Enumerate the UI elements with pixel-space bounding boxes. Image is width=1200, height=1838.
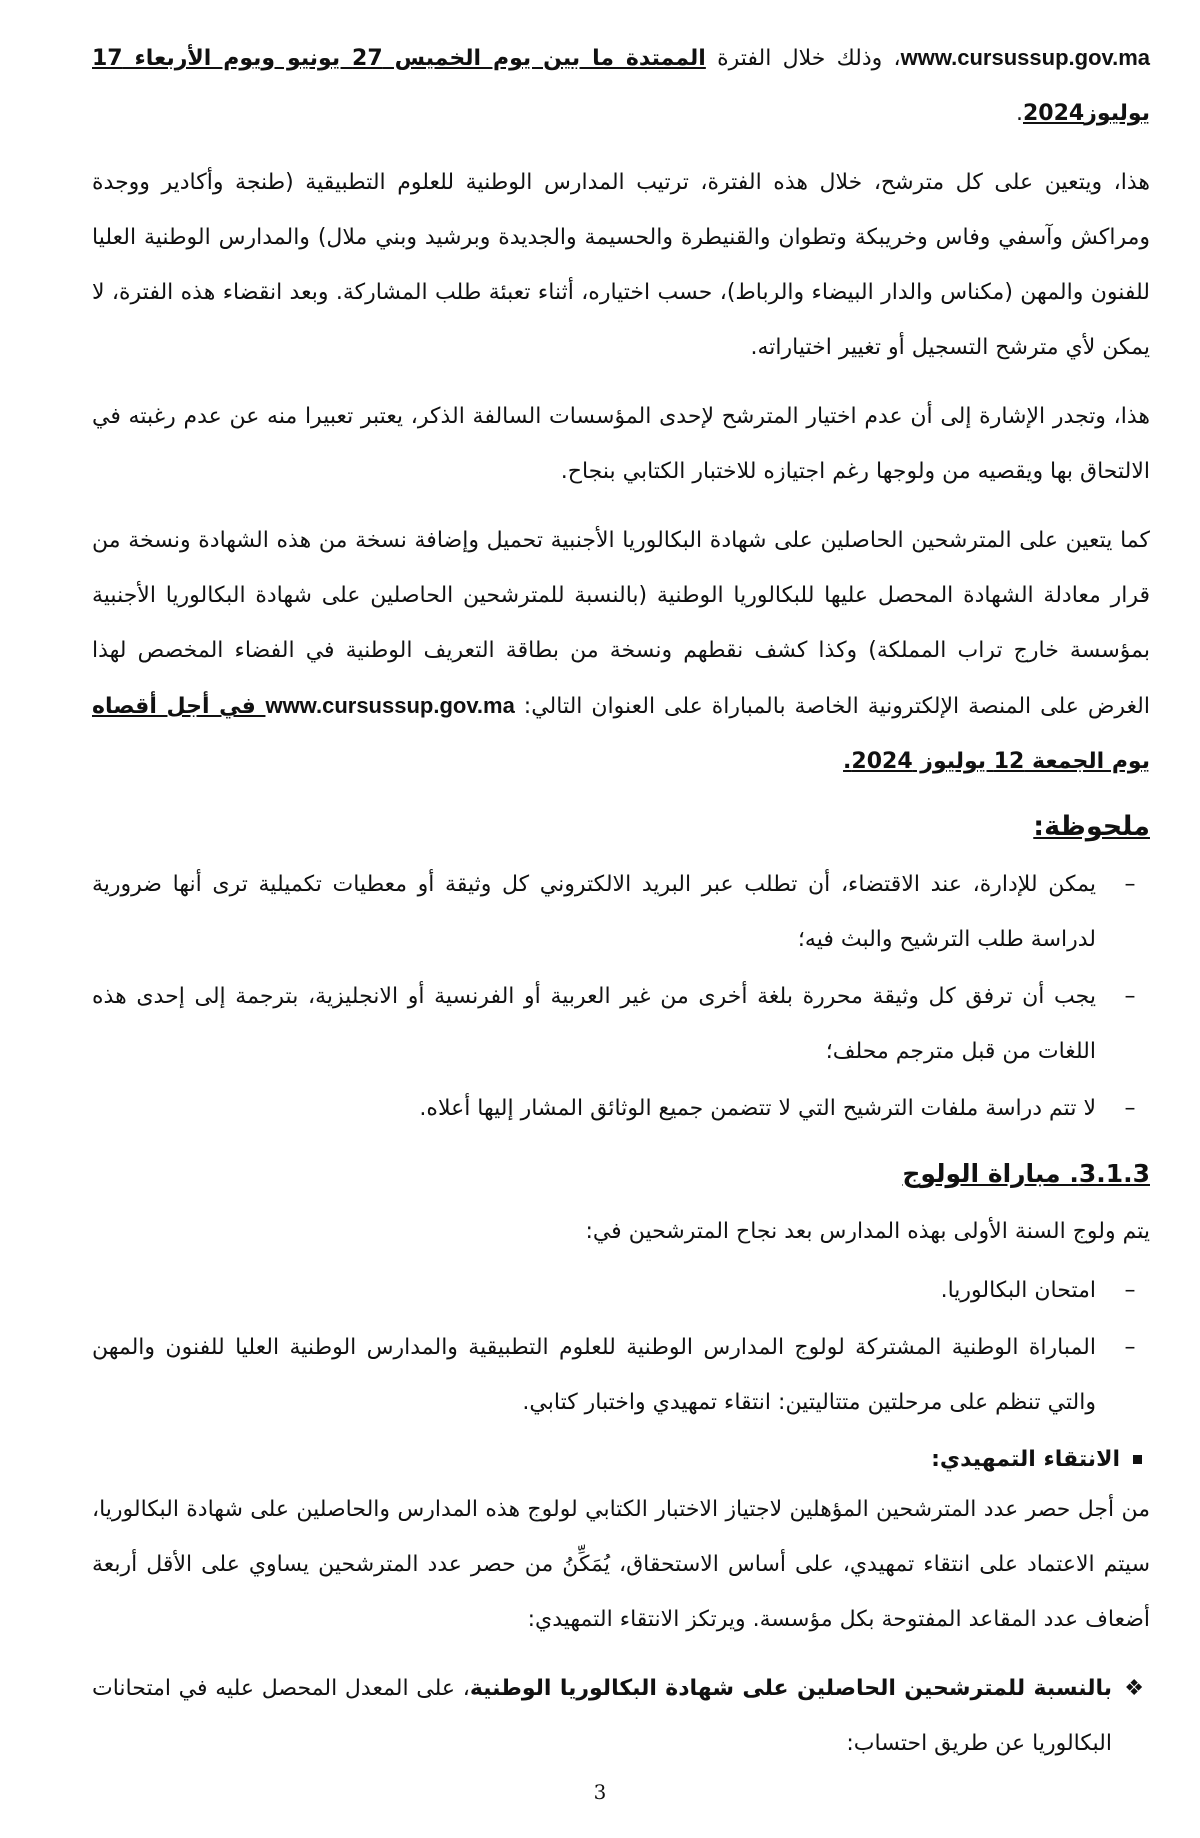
upload-url[interactable]: www.cursussup.gov.ma bbox=[265, 693, 515, 718]
no-choice-paragraph: هذا، وتجدر الإشارة إلى أن عدم اختيار المترشح لإحدى المؤسسات السالفة الذكر، يعتبر تعبيرا منه عن عدم رغبته في الالتحاق بها ويقصيه من ولوجها رغم اجتيازه للاختبار الكتابي بنجاح. bbox=[92, 404, 1150, 484]
dash-bullet-icon: – bbox=[1124, 984, 1136, 1009]
note-text: يجب أن ترفق كل وثيقة محررة بلغة أخرى من غير العربية أو الفرنسية أو الانجليزية، بترجمة إلى إحدى هذه اللغات من قبل مترجم محلف؛ bbox=[92, 984, 1096, 1064]
preselection-paragraph: من أجل حصر عدد المترشحين المؤهلين لاجتياز الاختبار الكتابي لولوج هذه المدارس والحاصلين على شهادة البكالوريا، سيتم الاعتماد على انتقاء تمهيدي، على أساس الاستحقاق، يُمَكِّنُ من حصر عدد المترشحين يساوي على الأقل أربعة أضعاف عدد المقاعد المفتوحة بكل مؤسسة. ويرتكز الانتقاء التمهيدي: bbox=[92, 1497, 1150, 1632]
list-item bbox=[92, 1081, 1150, 1136]
note-heading: ملحوظة: bbox=[1033, 811, 1150, 842]
dash-bullet-icon: – bbox=[1124, 1335, 1136, 1360]
registration-period-dates: الممتدة ما بين يوم الخميس 27 يونيو ويوم الأربعاء 17 يوليوز2024 bbox=[92, 46, 1150, 126]
notes-list bbox=[92, 857, 1150, 1136]
square-bullet-icon bbox=[1133, 1455, 1142, 1464]
foreign-bac-text: كما يتعين على المترشحين الحاصلين على شهادة البكالوريا الأجنبية تحميل وإضافة نسخة من هذه الشهادة ونسخة من قرار معادلة الشهادة المحصل عليها للبكالوريا الوطنية (بالنسبة للمترشحين الحاصلين على شهادة البكالوريا الأجنبية بمؤسسة خارج تراب المملكة) وكذا كشف نقطهم ونسخة من بطاقة التعريف الوطنية في الفضاء المخصص لهذا الغرض على المنصة الإلكترونية الخاصة بالمباراة على العنوان التالي: bbox=[92, 528, 1150, 719]
page-number: 3 bbox=[593, 1780, 607, 1804]
entry-intro-paragraph: يتم ولوج السنة الأولى بهذه المدارس بعد نجاح المترشحين في: bbox=[585, 1219, 1150, 1244]
list-item bbox=[92, 1320, 1150, 1430]
dash-bullet-icon: – bbox=[1124, 1096, 1136, 1121]
preselection-heading-item bbox=[92, 1438, 1150, 1482]
list-item bbox=[92, 969, 1150, 1079]
note-text: لا تتم دراسة ملفات الترشيح التي لا تتضمن جميع الوثائق المشار إليها أعلاه. bbox=[419, 1096, 1096, 1121]
national-bac-rest: ، على المعدل المحصل عليه في امتحانات البكالوريا عن طريق احتساب: bbox=[92, 1676, 1112, 1756]
diamond-bullet-icon: ❖ bbox=[1124, 1676, 1144, 1701]
upload-deadline: في أجل أقصاه يوم الجمعة 12 يوليوز 2024. bbox=[92, 694, 1150, 774]
entry-text: المباراة الوطنية المشتركة لولوج المدارس الوطنية للعلوم التطبيقية والمدارس الوطنية العليا للفنون والمهن والتي تنظم على مرحلتين متتاليتين: انتقاء تمهيدي واختبار كتابي. bbox=[92, 1335, 1096, 1415]
registration-period-paragraph bbox=[92, 30, 1150, 141]
foreign-bac-paragraph bbox=[92, 513, 1150, 789]
list-item bbox=[92, 857, 1150, 967]
note-text: يمكن للإدارة، عند الاقتضاء، أن تطلب عبر البريد الالكتروني كل وثيقة أو معطيات تكميلية ترى أنها ضرورية لدراسة طلب الترشيح والبث فيه؛ bbox=[92, 872, 1096, 952]
preselection-heading: الانتقاء التمهيدي: bbox=[931, 1447, 1120, 1472]
dash-bullet-icon: – bbox=[1124, 872, 1136, 897]
document-page bbox=[92, 30, 1150, 1771]
period-intro-text: ، وذلك خلال الفترة bbox=[705, 46, 901, 71]
national-bac-bold: بالنسبة للمترشحين الحاصلين على شهادة البكالوريا الوطنية bbox=[469, 1676, 1112, 1701]
entry-text: امتحان البكالوريا. bbox=[940, 1278, 1096, 1303]
dash-bullet-icon: – bbox=[1124, 1278, 1136, 1303]
section-heading: 3.1.3. مباراة الولوج bbox=[902, 1159, 1150, 1188]
national-bac-item bbox=[92, 1661, 1150, 1771]
entry-list bbox=[92, 1263, 1150, 1430]
list-item bbox=[92, 1263, 1150, 1318]
platform-url[interactable]: www.cursussup.gov.ma bbox=[900, 45, 1151, 70]
period-end-punct: . bbox=[1016, 101, 1023, 126]
school-ranking-paragraph: هذا، ويتعين على كل مترشح، خلال هذه الفترة، ترتيب المدارس الوطنية للعلوم التطبيقية (طنجة وأكادير ووجدة ومراكش وآسفي وفاس وخريبكة وتطوان والقنيطرة والحسيمة والجديدة وبرشيد وبني ملال) والمدارس الوطنية العليا للفنون والمهن (مكناس والدار البيضاء والرباط)، حسب اختياره، أثناء تعبئة طلب المشاركة. وبعد انقضاء هذه الفترة، لا يمكن لأي مترشح التسجيل أو تغيير اختياراته. bbox=[92, 170, 1150, 360]
